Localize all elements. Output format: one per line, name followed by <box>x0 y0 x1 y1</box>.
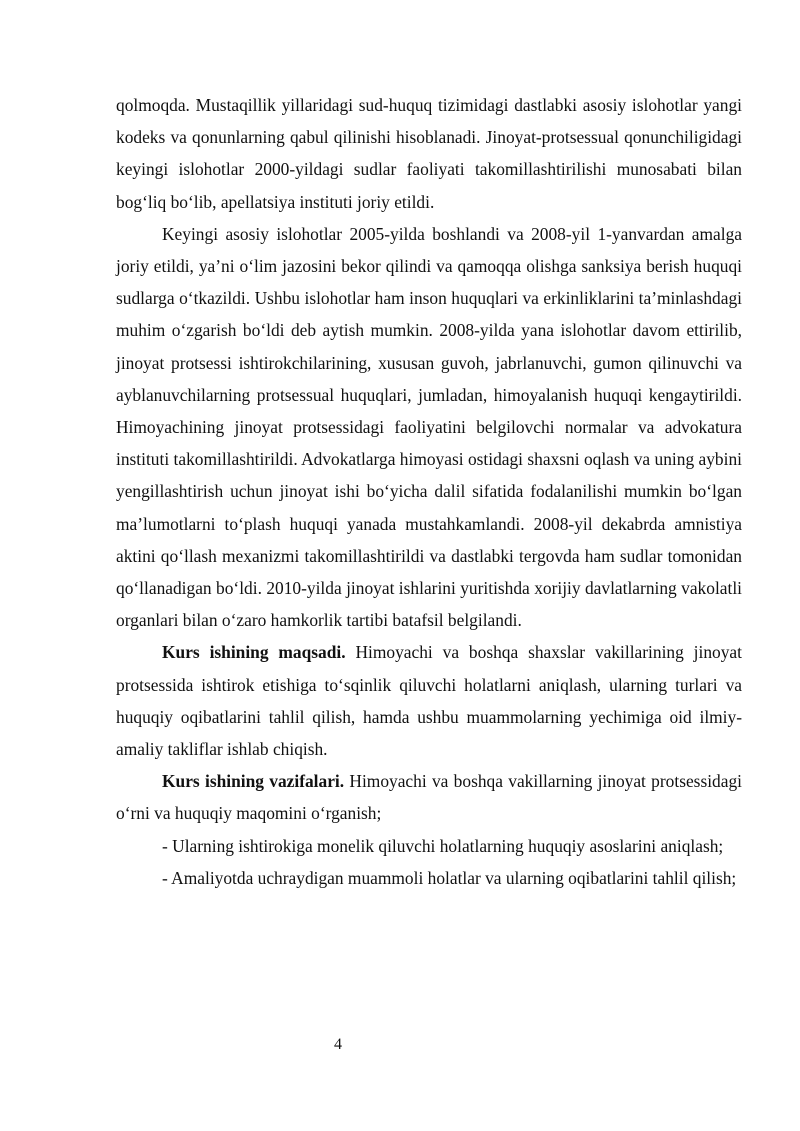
paragraph-text: Himoyachi va boshqa vakillarning jinoyat protsessidagi o‘rni va huquqiy maqomini o‘rganish; <box>116 771 742 824</box>
paragraph-text: - Amaliyotda uchraydigan muammoli holatlar va ularning oqibatlarini tahlil qilish; <box>162 867 737 888</box>
paragraph-heading: Kurs ishining maqsadi. <box>162 642 346 663</box>
paragraph-course-goal <box>116 636 742 765</box>
paragraph-text: qolmoqda. Mustaqillik yillaridagi sud-huquq tizimidagi dastlabki asosiy islohotlar yangi kodeks va qonunlarning qabul qilinishi hisoblanadi. Jinoyat-protsessual qonunchiligidagi keyingi islohotlar 2000-yildagi sudlar faoliyati takomillashtirilishi munosabati bilan bog‘liq bo‘lib, apellatsiya instituti joriy etildi. <box>116 95 742 212</box>
paragraph-text: Keyingi asosiy islohotlar 2005-yilda boshlandi va 2008-yil 1-yanvardan amalga joriy etildi, ya’ni o‘lim jazosini bekor qilindi va qamoqqa olishga sanksiya berish huquqi sudlarga o‘tkazildi. Ushbu islohotlar ham inson huquqlari va erkinliklarini ta’minlashdagi muhim o‘zgarish bo‘ldi deb aytish mumkin. 2008-yilda yana islohotlar davom ettirilib, jinoyat protsessi ishtirokchilarining, xususan guvoh, jabrlanuvchi, gumon qilinuvchi va ayblanuvchilarning protsessual huquqlari, jumladan, himoyalanish huquqi kengaytirildi. Himoyachining jinoyat protsessidagi faoliyatini belgilovchi normalar va advokatura instituti takomillashtirildi. Advokatlarga himoyasi ostidagi shaxsni oqlash va uning aybini yengillashtirish uchun jinoyat ishi bo‘yicha dalil sifatida fodalanilishi mumkin bo‘lgan ma’lumotlarni to‘plash huquqi yanada mustahkamlandi. 2008-yil dekabrda amnistiya aktini qo‘llash mexanizmi takomillashtirildi va dastlabki tergovda ham sudlar tomonidan qo‘llanadigan bo‘ldi. 2010-yilda jinoyat ishlarini yuritishda xorijiy davlatlarning vakolatli organlari bilan o‘zaro hamkorlik tartibi batafsil belgilandi. <box>116 223 742 631</box>
paragraph-continuation <box>116 89 742 218</box>
paragraph-text: Himoyachi va boshqa shaxslar vakillarining jinoyat protsessida ishtirok etishiga to‘sqinlik qiluvchi holatlarni aniqlash, ularning turlari va huquqiy oqibatlarini tahlil qilish, hamda ushbu muammolarning yechimiga oid ilmiy-amaliy takliflar ishlab chiqish. <box>116 642 742 760</box>
paragraph-course-tasks <box>116 765 742 829</box>
paragraph-reforms <box>116 218 742 637</box>
paragraph-text: - Ularning ishtirokiga monelik qiluvchi holatlarning huquqiy asoslarini aniqlash; <box>162 835 724 856</box>
paragraph-heading: Kurs ishining vazifalari. <box>162 771 345 792</box>
list-item <box>116 862 742 894</box>
page-number: 4 <box>334 1036 342 1053</box>
body-text <box>116 89 742 894</box>
list-item <box>116 830 742 862</box>
